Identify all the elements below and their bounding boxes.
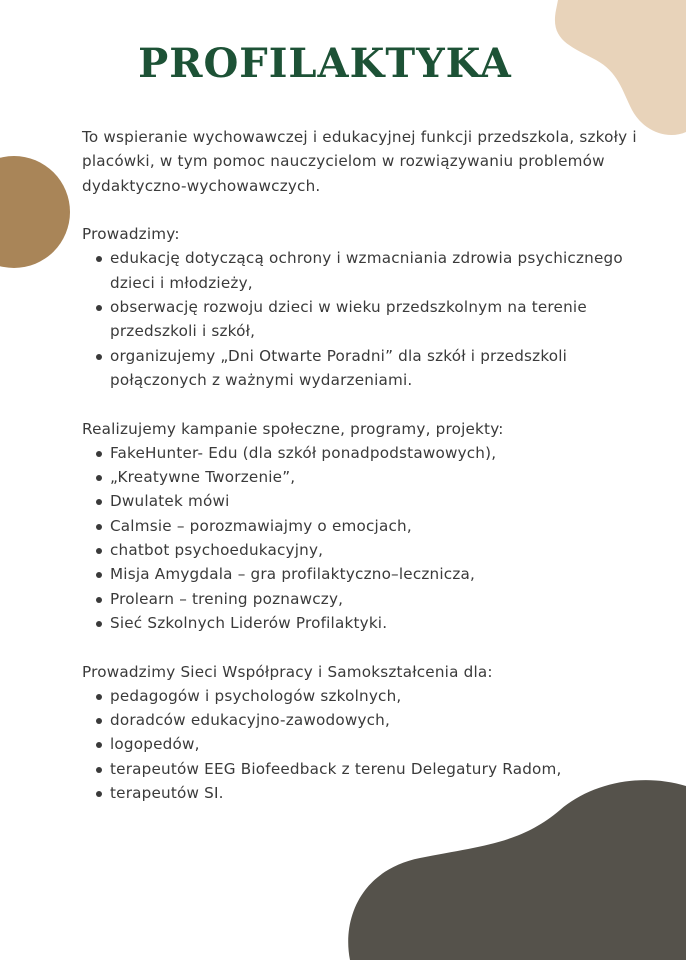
list-item-text: FakeHunter- Edu (dla szkół ponadpodstawowych), <box>110 443 497 462</box>
circle-left-shape <box>0 156 70 268</box>
list-item <box>82 295 652 344</box>
decorative-circle-left <box>0 155 70 270</box>
list-item-text: logopedów, <box>110 735 200 754</box>
list-item-text: Sieć Szkolnych Liderów Profilaktyki. <box>110 613 388 632</box>
list-item <box>82 781 652 805</box>
list-item-text: pedagogów i psychologów szkolnych, <box>110 686 402 705</box>
list-item <box>82 708 652 732</box>
bullet-icon <box>96 354 102 360</box>
section2-heading: Realizujemy kampanie społeczne, programy, projekty: <box>82 419 504 438</box>
list-item <box>82 514 652 538</box>
list-item-text: Prolearn – trening poznawczy, <box>110 589 344 608</box>
bullet-icon <box>96 475 102 481</box>
spacer <box>82 635 652 659</box>
bullet-icon <box>96 572 102 578</box>
spacer <box>82 198 652 222</box>
bullet-icon <box>96 791 102 797</box>
list-item <box>82 465 652 489</box>
section1-list <box>82 246 652 392</box>
page-title: PROFILAKTYKA <box>138 40 512 87</box>
bullet-icon <box>96 548 102 554</box>
list-item <box>82 611 652 635</box>
section1-heading: Prowadzimy: <box>82 225 180 244</box>
list-item-text: Calmsie – porozmawiajmy o emocjach, <box>110 516 412 535</box>
intro-paragraph: To wspieranie wychowawczej i edukacyjnej funkcji przedszkola, szkoły i placówki, w tym pomoc nauczycielom w rozwiązywaniu problemów dydaktyczno-wychowawczych. <box>82 128 637 195</box>
spacer <box>82 392 652 416</box>
list-item <box>82 246 652 295</box>
list-item-text: doradców edukacyjno-zawodowych, <box>110 711 391 730</box>
list-item-text: organizujemy „Dni Otwarte Poradni” dla szkół i przedszkoli połączonych z ważnymi wydarzeniami. <box>110 346 568 389</box>
list-item-text: terapeutów SI. <box>110 784 224 803</box>
bullet-icon <box>96 524 102 530</box>
list-item <box>82 538 652 562</box>
content-body <box>82 125 652 805</box>
list-item <box>82 344 652 393</box>
list-item-text: obserwację rozwoju dzieci w wieku przedszkolnym na terenie przedszkoli i szkół, <box>110 298 587 341</box>
list-item <box>82 684 652 708</box>
bullet-icon <box>96 767 102 773</box>
list-item-text: chatbot psychoedukacyjny, <box>110 541 324 560</box>
bullet-icon <box>96 451 102 457</box>
bullet-icon <box>96 621 102 627</box>
list-item-text: edukację dotyczącą ochrony i wzmacniania zdrowia psychicznego dzieci i młodzieży, <box>110 249 623 292</box>
blob-bottom-right-shape <box>348 780 686 960</box>
list-item-text: Misja Amygdala – gra profilaktyczno–lecznicza, <box>110 565 476 584</box>
bullet-icon <box>96 305 102 311</box>
list-item <box>82 757 652 781</box>
bullet-icon <box>96 718 102 724</box>
bullet-icon <box>96 742 102 748</box>
section2-list <box>82 441 652 635</box>
bullet-icon <box>96 694 102 700</box>
list-item <box>82 562 652 586</box>
section3-heading: Prowadzimy Sieci Współpracy i Samokształcenia dla: <box>82 662 493 681</box>
bullet-icon <box>96 499 102 505</box>
list-item-text: „Kreatywne Tworzenie”, <box>110 468 296 487</box>
list-item-text: terapeutów EEG Biofeedback z terenu Delegatury Radom, <box>110 759 562 778</box>
list-item-text: Dwulatek mówi <box>110 492 230 511</box>
bullet-icon <box>96 597 102 603</box>
bullet-icon <box>96 256 102 262</box>
list-item <box>82 587 652 611</box>
list-item <box>82 441 652 465</box>
section3-list <box>82 684 652 805</box>
list-item <box>82 732 652 756</box>
list-item <box>82 489 652 513</box>
